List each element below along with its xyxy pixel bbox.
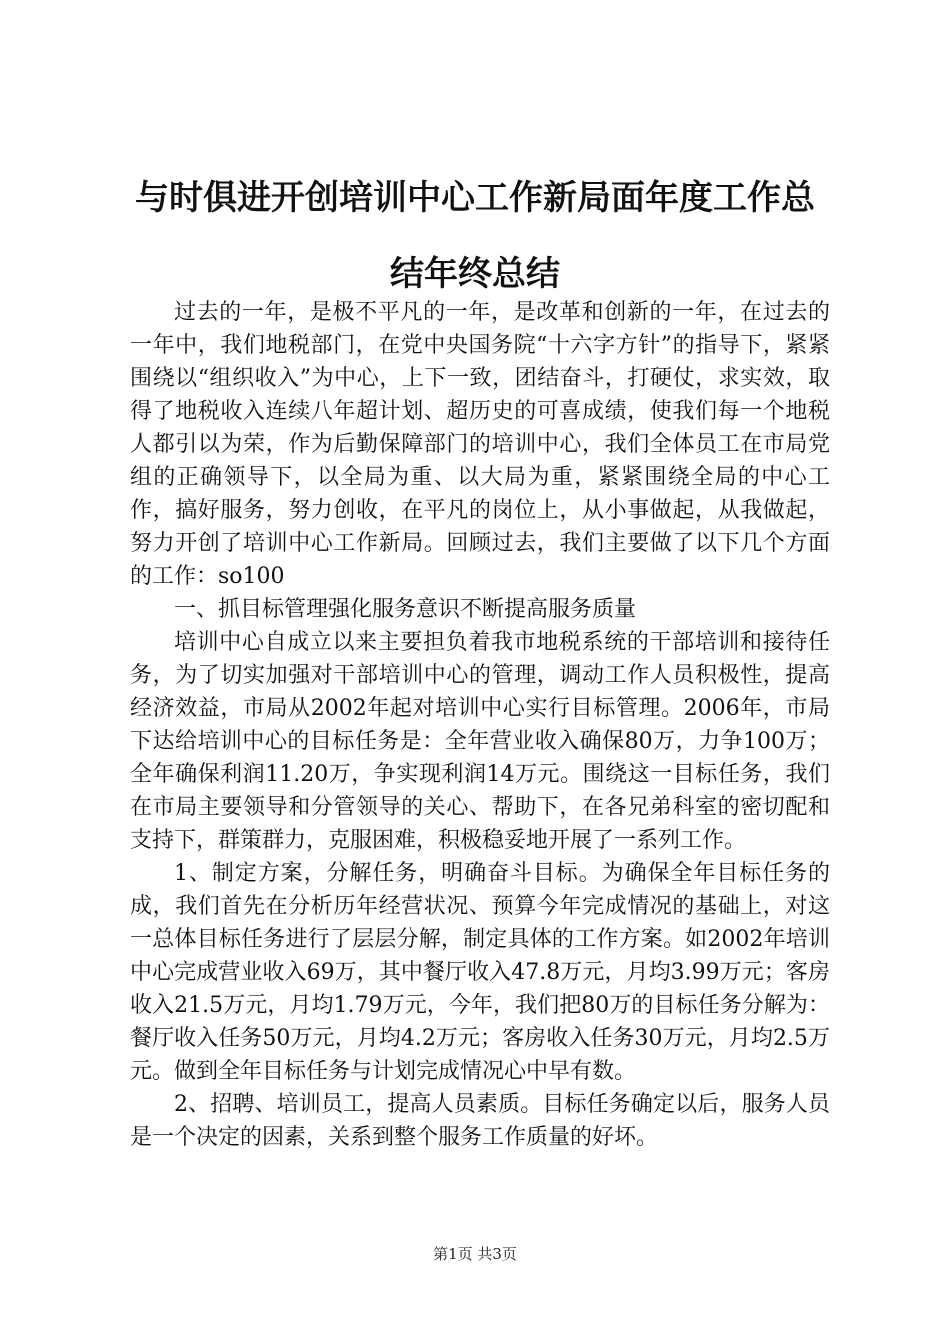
- page-footer: 第1页 共3页: [433, 1245, 517, 1263]
- document-body: [130, 296, 830, 1154]
- paragraph-intro: 过去的一年，是极不平凡的一年，是改革和创新的一年，在过去的一年中，我们地税部门，在党中央国务院“十六字方针”的指导下，紧紧围绕以“组织收入”为中心，上下一致，团结奋斗，打硬仗，求实效，取得了地税收入连续八年超计划、超历史的可喜成绩，使我们每一个地税人都引以为荣，作为后勤保障部门的培训中心，我们全体员工在市局党组的正确领导下，以全局为重、以大局为重，紧紧围绕全局的中心工作，搞好服务，努力创收，在平凡的岗位上，从小事做起，从我做起，努力开创了培训中心工作新局。回顾过去，我们主要做了以下几个方面的工作：so100: [130, 300, 830, 589]
- section-heading-1: 一、抓目标管理强化服务意识不断提高服务质量: [174, 597, 637, 622]
- paragraph-item-2: 2、招聘、培训员工，提高人员素质。目标任务确定以后，服务人员是一个决定的因素，关系到整个服务工作质量的好坏。: [130, 1092, 830, 1150]
- document-title: 与时俱进开创培训中心工作新局面年度工作总结年终总结: [135, 178, 815, 294]
- paragraph-training-center: 培训中心自成立以来主要担负着我市地税系统的干部培训和接待任务，为了切实加强对干部培训中心的管理，调动工作人员积极性，提高经济效益，市局从2002年起对培训中心实行目标管理。2006年，市局下达给培训中心的目标任务是：全年营业收入确保80万，力争100万；全年确保利润11.20万，争实现利润14万元。围绕这一目标任务，我们在市局主要领导和分管领导的关心、帮助下，在各兄弟科室的密切配和支持下，群策群力，克服困难，积极稳妥地开展了一系列工作。: [130, 630, 830, 853]
- paragraph-item-1: 1、制定方案，分解任务，明确奋斗目标。为确保全年目标任务的成，我们首先在分析历年经营状况、预算今年完成情况的基础上，对这一总体目标任务进行了层层分解，制定具体的工作方案。如2002年培训中心完成营业收入69万，其中餐厅收入47.8万元，月均3.99万元；客房收入21.5万元，月均1.79万元，今年，我们把80万的目标任务分解为：餐厅收入任务50万元，月均4.2万元；客房收入任务30万元，月均2.5万元。做到全年目标任务与计划完成情况心中早有数。: [130, 861, 830, 1084]
